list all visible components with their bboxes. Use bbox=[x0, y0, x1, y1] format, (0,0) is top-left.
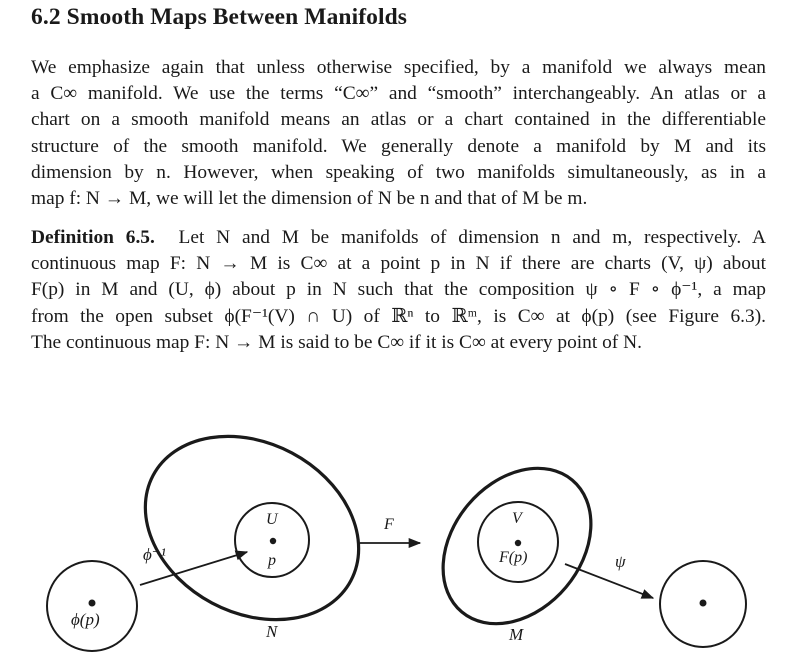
definition-line: F(p) in M and (U, ϕ) about p in N such that the composition ψ ∘ F ∘ ϕ⁻¹, a map bbox=[31, 279, 766, 301]
intro-line: chart on a smooth manifold means an atlas or a chart contained in the differentiable bbox=[31, 109, 766, 131]
phi-p-label: ϕ(p) bbox=[71, 610, 100, 629]
manifold-N-ellipse bbox=[113, 400, 391, 655]
psi-label: ψ bbox=[615, 552, 626, 571]
intro-paragraph bbox=[31, 55, 766, 212]
intro-line: dimension by n. However, when speaking of two manifolds simultaneously, as in a bbox=[31, 161, 766, 183]
p-label: p bbox=[268, 552, 276, 569]
N-label: N bbox=[266, 622, 278, 641]
definition-label: Definition 6.5. bbox=[31, 227, 155, 248]
definition-line-text: Let N and M be manifolds of dimension n and m, respectively. A bbox=[178, 227, 766, 248]
F-label: F bbox=[384, 516, 394, 533]
definition-line bbox=[31, 225, 766, 251]
intro-line: structure of the smooth manifold. We generally denote a manifold by M and its bbox=[31, 135, 766, 157]
point-Fp bbox=[515, 540, 521, 546]
section-title: 6.2 Smooth Maps Between Manifolds bbox=[31, 4, 408, 30]
intro-line: a C∞ manifold. We use the terms “C∞” and “smooth” interchangeably. An atlas or a bbox=[31, 83, 766, 105]
definition-line: from the open subset ϕ(F⁻¹(V) ∩ U) of ℝⁿ to ℝᵐ, is C∞ at ϕ(p) (see Figure 6.3). bbox=[31, 305, 766, 327]
U-label: U bbox=[266, 511, 278, 528]
definition-line: continuous map F: N → M is C∞ at a point p in N if there are charts (V, ψ) about bbox=[31, 253, 766, 275]
M-label: M bbox=[509, 625, 524, 644]
point-p bbox=[270, 538, 276, 544]
psi-Fp-point bbox=[700, 600, 707, 607]
psi-arrow bbox=[565, 564, 653, 598]
intro-line: map f: N → M, we will let the dimension of N be n and that of M be m. bbox=[31, 188, 588, 210]
phi-p-point bbox=[89, 600, 96, 607]
definition-paragraph bbox=[31, 225, 766, 356]
Fp-label: F(p) bbox=[499, 549, 528, 566]
phi-inverse-label: ϕ⁻¹ bbox=[143, 545, 166, 564]
definition-line: The continuous map F: N → M is said to be C∞ if it is C∞ at every point of N. bbox=[31, 331, 642, 353]
figure-6-3 bbox=[0, 370, 799, 663]
intro-line: We emphasize again that unless otherwise specified, by a manifold we always mean bbox=[31, 57, 766, 78]
V-label: V bbox=[512, 510, 522, 527]
